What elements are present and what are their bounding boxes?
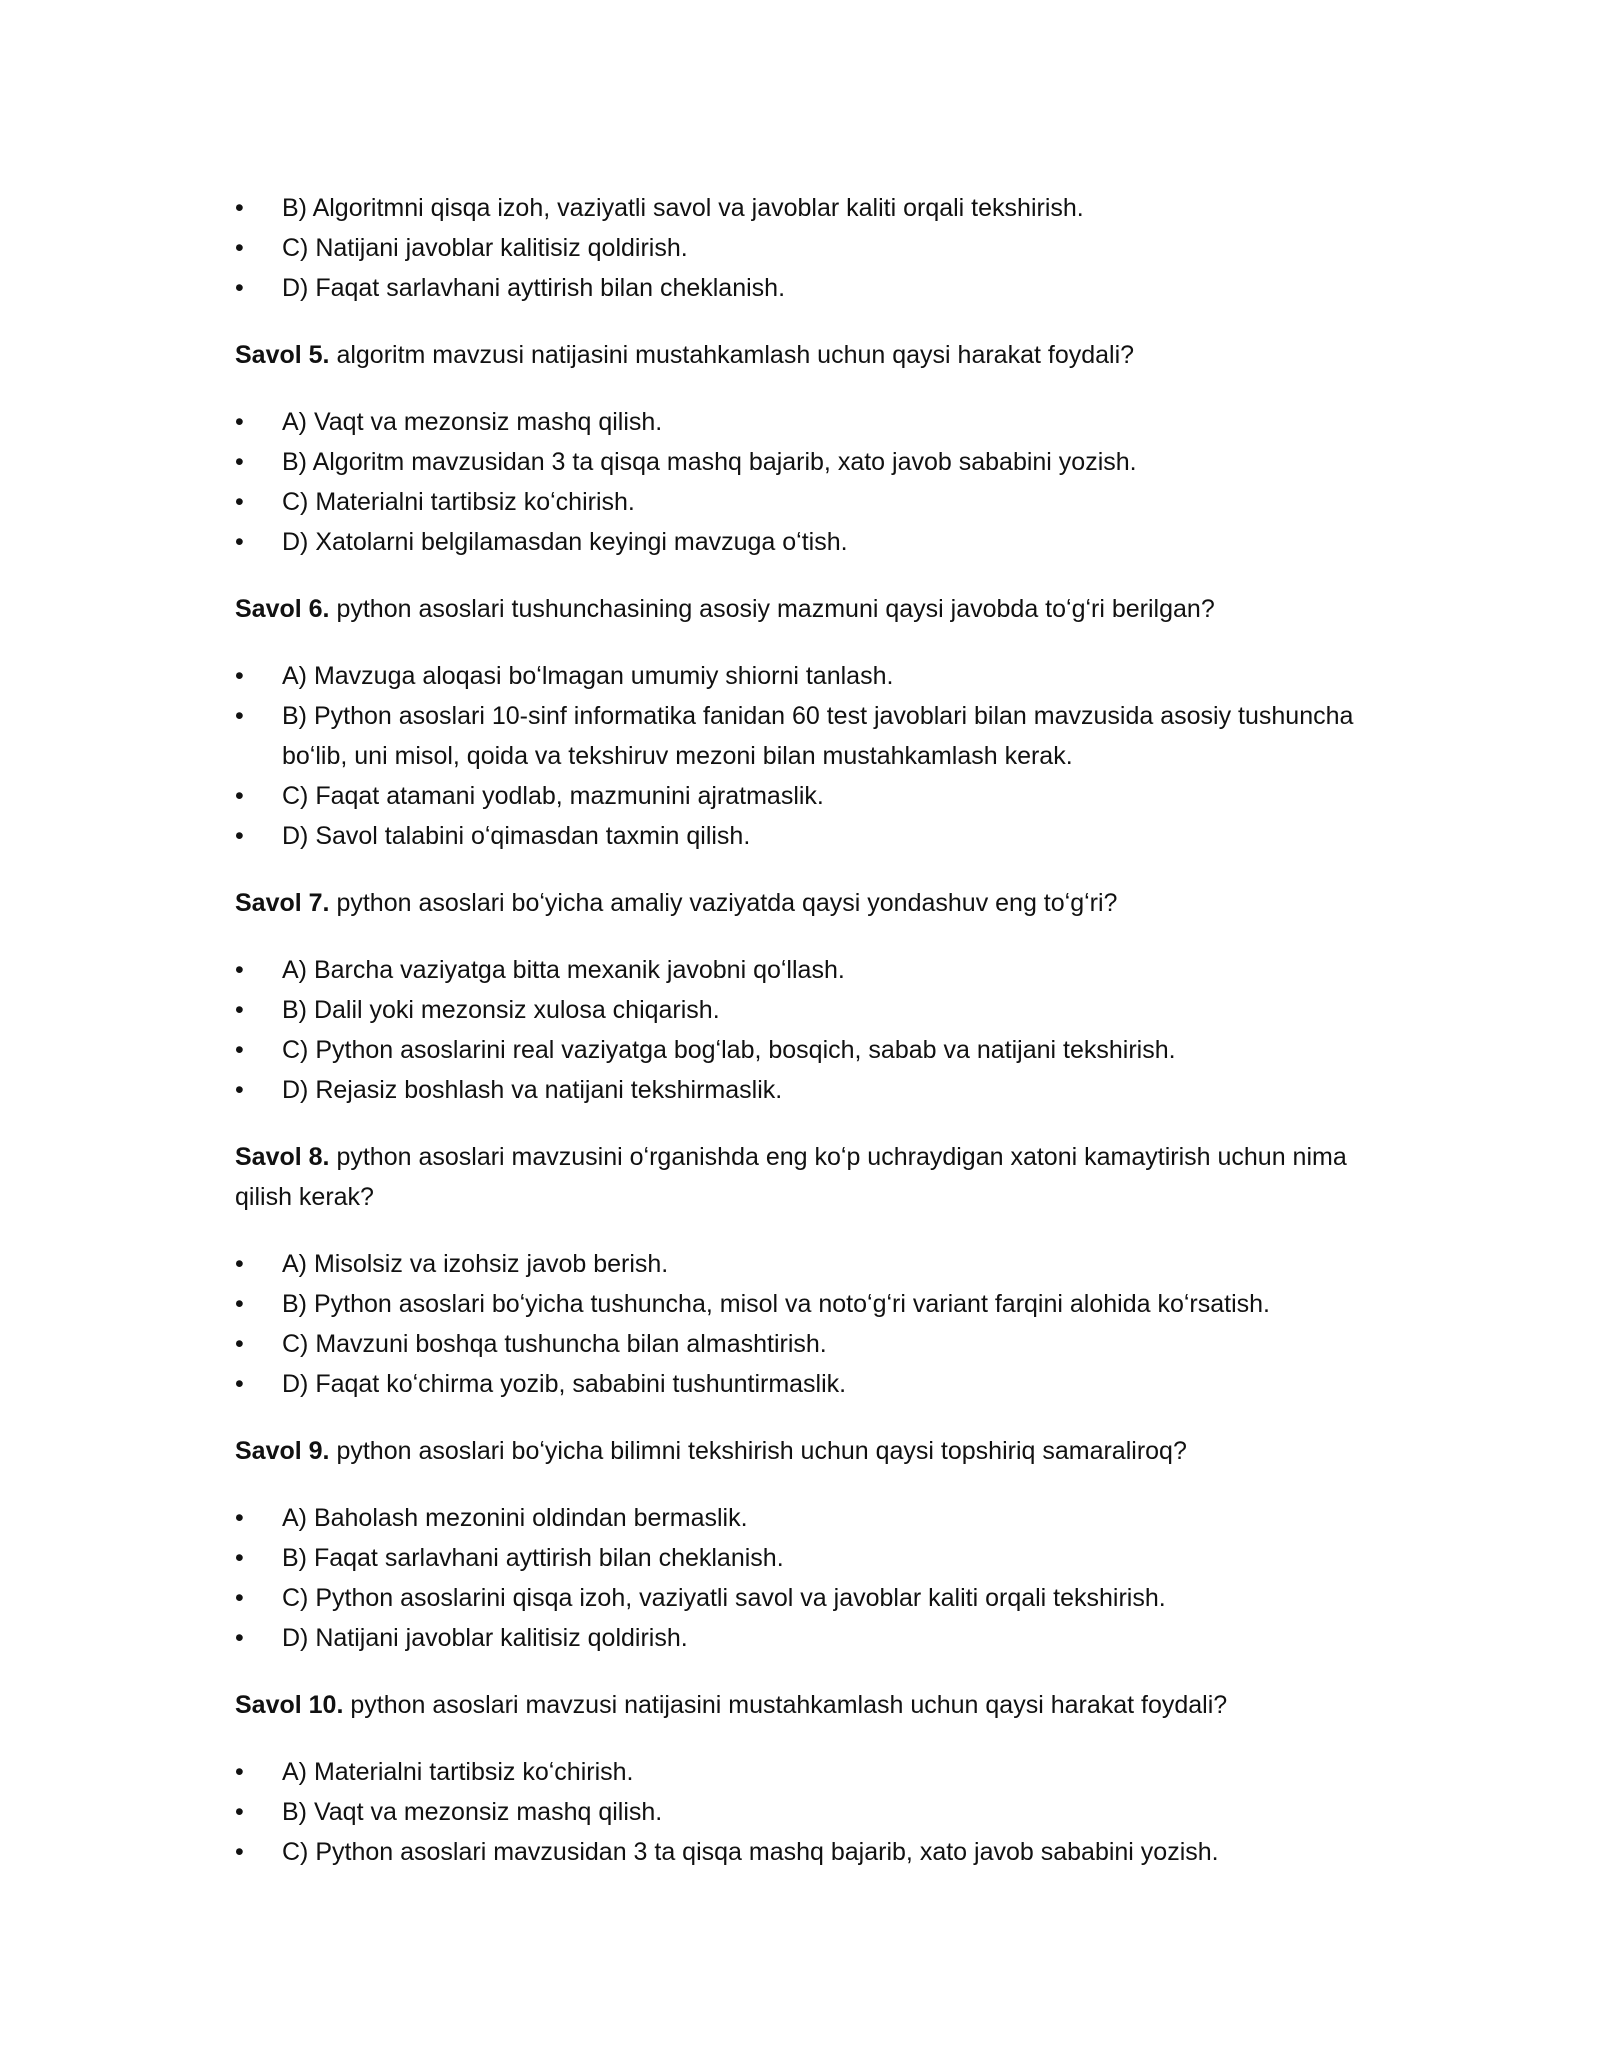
option-item [235, 776, 1355, 816]
option-item [235, 696, 1355, 776]
option-text: B) Vaqt va mezonsiz mashq qilish. [282, 1798, 663, 1826]
bullet-icon: • [235, 1624, 244, 1652]
bullet-icon: • [235, 1076, 244, 1104]
question-label: Savol 10. [235, 1691, 344, 1719]
option-text: C) Python asoslari mavzusidan 3 ta qisqa mashq bajarib, xato javob sababini yozish. [282, 1838, 1219, 1866]
bullet-icon: • [235, 234, 244, 262]
option-item [235, 442, 1355, 482]
opening-option-list [235, 188, 1355, 308]
bullet-icon: • [235, 702, 244, 730]
bullet-icon: • [235, 996, 244, 1024]
option-item [235, 522, 1355, 562]
option-item [235, 1498, 1355, 1538]
option-item [235, 1538, 1355, 1578]
option-text: D) Natijani javoblar kalitisiz qoldirish. [282, 1624, 688, 1652]
option-text: B) Python asoslari boʻyicha tushuncha, misol va notoʻgʻri variant farqini alohida koʻrsatish. [282, 1290, 1271, 1318]
question-10-options [235, 1752, 1355, 1872]
bullet-icon: • [235, 1330, 244, 1358]
option-text: D) Faqat sarlavhani ayttirish bilan cheklanish. [282, 274, 786, 302]
bullet-icon: • [235, 1838, 244, 1866]
bullet-icon: • [235, 1370, 244, 1398]
question-label: Savol 9. [235, 1437, 330, 1465]
option-item [235, 1832, 1355, 1872]
question-5 [235, 335, 1355, 375]
option-item [235, 1364, 1355, 1404]
bullet-icon: • [235, 1758, 244, 1786]
option-item [235, 188, 1355, 228]
bullet-icon: • [235, 1584, 244, 1612]
bullet-icon: • [235, 528, 244, 556]
question-5-options [235, 402, 1355, 562]
bullet-icon: • [235, 956, 244, 984]
option-item [235, 1030, 1355, 1070]
bullet-icon: • [235, 408, 244, 436]
option-text: C) Faqat atamani yodlab, mazmunini ajratmaslik. [282, 782, 824, 810]
bullet-icon: • [235, 1504, 244, 1532]
question-text: python asoslari boʻyicha amaliy vaziyatda qaysi yondashuv eng toʻgʻri? [329, 889, 1118, 917]
bullet-icon: • [235, 1544, 244, 1572]
option-item [235, 1324, 1355, 1364]
option-text: C) Python asoslarini qisqa izoh, vaziyatli savol va javoblar kaliti orqali tekshirish. [282, 1584, 1166, 1612]
option-item [235, 1578, 1355, 1618]
option-text: B) Python asoslari 10-sinf informatika fanidan 60 test javoblari bilan mavzusida asosiy tushuncha boʻlib, uni misol, qoida va tekshiruv mezoni bilan mustahkamlash kerak. [282, 702, 1354, 770]
question-10 [235, 1685, 1355, 1725]
option-text: C) Mavzuni boshqa tushuncha bilan almashtirish. [282, 1330, 827, 1358]
option-item [235, 228, 1355, 268]
question-text: python asoslari mavzusini oʻrganishda eng koʻp uchraydigan xatoni kamaytirish uchun nima qilish kerak? [235, 1143, 1347, 1211]
option-text: D) Faqat koʻchirma yozib, sababini tushuntirmaslik. [282, 1370, 847, 1398]
bullet-icon: • [235, 274, 244, 302]
bullet-icon: • [235, 194, 244, 222]
bullet-icon: • [235, 782, 244, 810]
question-label: Savol 6. [235, 595, 330, 623]
option-item [235, 816, 1355, 856]
question-label: Savol 8. [235, 1143, 330, 1171]
option-text: A) Misolsiz va izohsiz javob berish. [282, 1250, 669, 1278]
option-text: A) Vaqt va mezonsiz mashq qilish. [282, 408, 663, 436]
question-text: algoritm mavzusi natijasini mustahkamlash uchun qaysi harakat foydali? [329, 341, 1135, 369]
question-9 [235, 1431, 1355, 1471]
option-item [235, 1070, 1355, 1110]
bullet-icon: • [235, 488, 244, 516]
option-text: B) Algoritm mavzusidan 3 ta qisqa mashq bajarib, xato javob sababini yozish. [282, 448, 1137, 476]
option-text: A) Baholash mezonini oldindan bermaslik. [282, 1504, 748, 1532]
bullet-icon: • [235, 662, 244, 690]
question-6-options [235, 656, 1355, 856]
document-content [235, 188, 1355, 1872]
question-8 [235, 1137, 1355, 1217]
option-text: A) Barcha vaziyatga bitta mexanik javobni qoʻllash. [282, 956, 845, 984]
option-item [235, 402, 1355, 442]
question-text: python asoslari boʻyicha bilimni tekshirish uchun qaysi topshiriq samaraliroq? [329, 1437, 1187, 1465]
option-item [235, 1618, 1355, 1658]
option-item [235, 1244, 1355, 1284]
question-6 [235, 589, 1355, 629]
question-label: Savol 7. [235, 889, 330, 917]
option-text: B) Dalil yoki mezonsiz xulosa chiqarish. [282, 996, 720, 1024]
option-item [235, 1752, 1355, 1792]
question-text: python asoslari mavzusi natijasini mustahkamlash uchun qaysi harakat foydali? [343, 1691, 1228, 1719]
bullet-icon: • [235, 1250, 244, 1278]
question-text: python asoslari tushunchasining asosiy mazmuni qaysi javobda toʻgʻri berilgan? [329, 595, 1215, 623]
option-item [235, 268, 1355, 308]
option-item [235, 482, 1355, 522]
option-text: A) Mavzuga aloqasi boʻlmagan umumiy shiorni tanlash. [282, 662, 894, 690]
question-7 [235, 883, 1355, 923]
option-item [235, 990, 1355, 1030]
option-text: B) Faqat sarlavhani ayttirish bilan cheklanish. [282, 1544, 784, 1572]
option-text: D) Xatolarni belgilamasdan keyingi mavzuga oʻtish. [282, 528, 848, 556]
option-text: C) Python asoslarini real vaziyatga bogʻlab, bosqich, sabab va natijani tekshirish. [282, 1036, 1176, 1064]
question-8-options [235, 1244, 1355, 1404]
option-item [235, 656, 1355, 696]
option-text: D) Savol talabini oʻqimasdan taxmin qilish. [282, 822, 751, 850]
option-text: C) Materialni tartibsiz koʻchirish. [282, 488, 635, 516]
question-9-options [235, 1498, 1355, 1658]
option-text: A) Materialni tartibsiz koʻchirish. [282, 1758, 634, 1786]
option-item [235, 950, 1355, 990]
question-7-options [235, 950, 1355, 1110]
bullet-icon: • [235, 1798, 244, 1826]
option-text: B) Algoritmni qisqa izoh, vaziyatli savol va javoblar kaliti orqali tekshirish. [282, 194, 1084, 222]
option-item [235, 1792, 1355, 1832]
option-item [235, 1284, 1355, 1324]
bullet-icon: • [235, 822, 244, 850]
option-text: D) Rejasiz boshlash va natijani tekshirmaslik. [282, 1076, 783, 1104]
bullet-icon: • [235, 448, 244, 476]
bullet-icon: • [235, 1290, 244, 1318]
option-text: C) Natijani javoblar kalitisiz qoldirish. [282, 234, 688, 262]
bullet-icon: • [235, 1036, 244, 1064]
question-label: Savol 5. [235, 341, 330, 369]
